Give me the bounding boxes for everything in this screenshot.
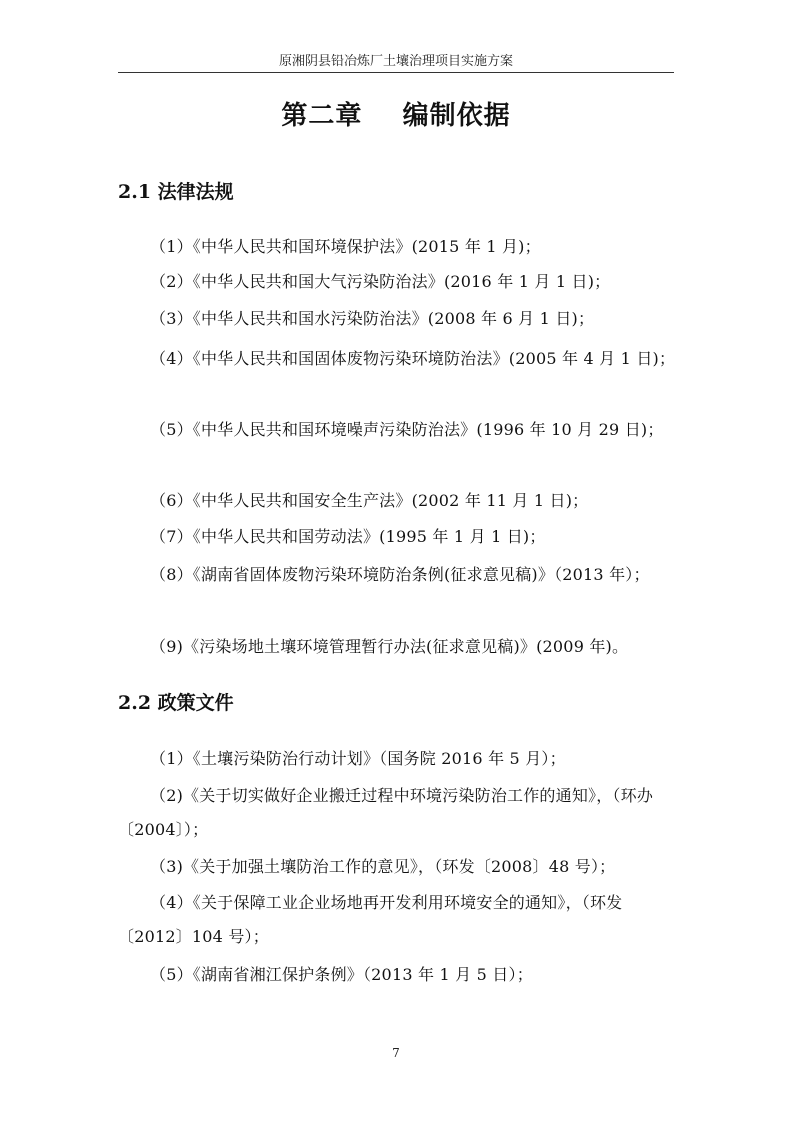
list-item: （2）《中华人民共和国大气污染防治法》(2016 年 1 月 1 日)；: [150, 272, 611, 291]
list-item: （4）《关于保障工业企业场地再开发利用环境安全的通知》，（环发〔2012〕104 号）；: [118, 893, 623, 946]
list-item: （6）《中华人民共和国安全生产法》(2002 年 11 月 1 日)；: [150, 491, 589, 510]
list-item: （9)《污染场地土壤环境管理暂行办法(征求意见稿)》(2009 年)。: [150, 637, 629, 656]
section-heading-policies: 2.2 政策文件: [118, 692, 234, 714]
list-item: （3)《关于加强土壤防治工作的意见》，（环发〔2008〕48 号）；: [150, 857, 616, 876]
section-heading-laws: 2.1 法律法规: [118, 181, 234, 203]
list-item: （1）《中华人民共和国环境保护法》(2015 年 1 月)；: [150, 237, 541, 256]
list-item: （4）《中华人民共和国固体废物污染环境防治法》(2005 年 4 月 1 日)；: [150, 349, 676, 368]
header-divider: [118, 72, 674, 73]
list-item: （3）《中华人民共和国水污染防治法》(2008 年 6 月 1 日)；: [150, 309, 595, 328]
page-number: 7: [392, 1046, 400, 1060]
list-item: （2)《关于切实做好企业搬迁过程中环境污染防治工作的通知》，（环办〔2004〕）；: [118, 786, 654, 839]
list-item: （7）《中华人民共和国劳动法》(1995 年 1 月 1 日)；: [150, 527, 546, 546]
list-item: （8）《湖南省固体废物污染环境防治条例(征求意见稿)》（2013 年）；: [150, 565, 650, 584]
list-item: （5）《湖南省湘江保护条例》（2013 年 1 月 5 日）；: [150, 965, 533, 984]
list-item: （5）《中华人民共和国环境噪声污染防治法》(1996 年 10 月 29 日)；: [150, 420, 664, 439]
chapter-title: 第二章 编制依据: [281, 101, 511, 131]
list-item: （1）《土壤污染防治行动计划》（国务院 2016 年 5 月）；: [150, 749, 566, 768]
running-header: 原湘阴县铅冶炼厂土壤治理项目实施方案: [278, 54, 513, 69]
